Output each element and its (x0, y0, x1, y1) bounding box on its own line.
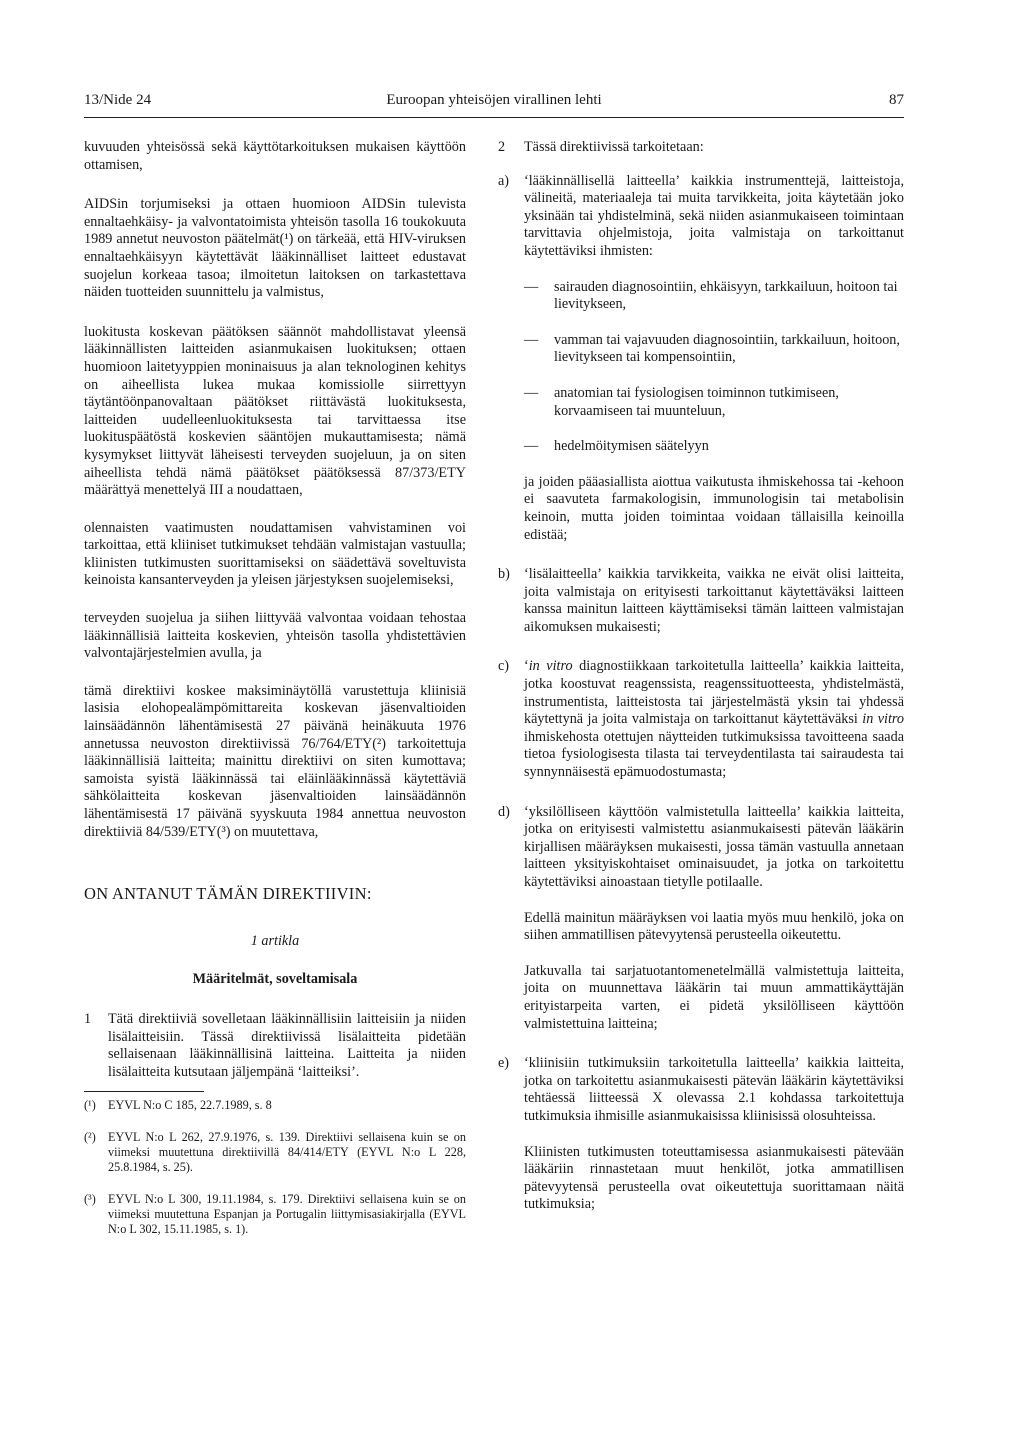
footnote (84, 1130, 466, 1175)
item-label: d) (498, 803, 510, 820)
item-label: c) (498, 658, 510, 675)
footnote (84, 1192, 466, 1237)
dash-item: — hedelmöitymisen säätelyyn (524, 438, 709, 455)
item-text: ‘lisälaitteella’ kaikkia tarvikkeita, vaikka ne eivät olisi laitteita, joita valmistaja on erityisesti tarkoittanut käytettäväksi laitteen kanssa mainitun laitteen käyttämiseksi tämän laitteen valmistajan aikomuksen mukaisesti; (524, 566, 904, 635)
article-number: 1 artikla (250, 932, 300, 949)
recital-paragraph: AIDSin torjumiseksi ja ottaen huomioon AIDSin tulevista ennaltaehkäisy- ja valvontatoimista yhteisön tasolla 16 toukokuuta 1989 annetut neuvoston päätelmät(¹) on tärkeää, että HIV-viruksen ennaltaehkäisyyn käytettävät lääkinnälliset laitteet edustavat suojelun korkeaa tasoa; ilmoitetun laitoksen on tarkastettava näiden tuotteiden suunnittelu ja valmistus, (84, 196, 466, 301)
footnote-text: EYVL N:o L 262, 27.9.1976, s. 139. Direktiivi sellaisena kuin se on viimeksi muutettuna direktiivillä 84/414/ETY (EYVL N:o L 228, 25.8.1984, s. 25). (108, 1130, 466, 1175)
dash-item: — sairauden diagnosointiin, ehkäisyyn, tarkkailuun, hoitoon tai lievitykseen, (524, 278, 898, 313)
italic-term: in vitro (528, 658, 573, 675)
journal-title: Euroopan yhteisöjen virallinen lehti (386, 92, 602, 108)
dash-text: hedelmöitymisen säätelyyn (554, 438, 709, 455)
definition-item-e (498, 1055, 904, 1214)
footnote-label: (³) (84, 1192, 96, 1207)
italic-term: in vitro (862, 711, 904, 728)
recital-paragraph: olennaisten vaatimusten noudattamisen vahvistaminen voi tarkoittaa, että kliiniset tutkimukset tehdään valmistajan vastuulla; kliinisten tutkimusten suorittamiseksi on säädettävä soveltuvista keinoista kansanterveyden ja yleisen järjestyksen suojelemiseksi, (84, 519, 466, 589)
item-text: ‘kliinisiin tutkimuksiin tarkoitetulla laitteella’ kaikkia laitteita, jotka on tarkoitettu asianmukaisesti pätevän lääkärin käytettäviksi tehtäessä liitteessä X olevassa 2.1 kohdassa tarkoitettuja tutkimuksia ihmisille asianmukaisissa kliinisissä olosuhteissa. (524, 1055, 904, 1124)
recital-paragraph: luokitusta koskevan päätöksen säännöt mahdollistavat yleensä lääkinnällisten laitteiden asianmukaisen luokituksen; ottaen huomioon laitetyyppien moninaisuus ja alan teknologinen kehitys on aiheellista lukea mukaa komissiolle siirrettyyn täytäntöönpanovaltaan päätökset riittävästä luokituksesta, laitteiden uudelleenluokituksesta tai tarvittaessa itse luokituspäätöstä koskevien sääntöjen mukauttamisesta; nämä kysymykset liittyvät läheisesti terveyden suojeluun, ja on siten aiheellista tehdä nämä päätökset päätöksessä 87/373/ETY määrättyä menettelyä III a noudattaen, (84, 323, 466, 499)
item-text: ‘lääkinnällisellä laitteella’ kaikkia instrumenttejä, laitteistoja, välineitä, materiaaleja tai muita tarvikkeita, joita käytetään joko yksinään tai yhdistelminä, sekä niiden asianmukaiseen toimintaan tarvittavia ohjelmistoja, joita valmistaja on tarkoittanut käytettäviksi ihmisten: (524, 172, 904, 259)
item-text-continued: ja joiden pääasiallista aiottua vaikutusta ihmiskehossa tai -kehoon ei saavuteta farmakologisin, immunologisin tai metabolisin keinoin, mutta joiden toimintaa voidaan tällaisilla keinoilla edistää; (524, 473, 904, 543)
item-label: e) (498, 1055, 510, 1072)
item-label: b) (498, 566, 510, 583)
dash-item: — anatomian tai fysiologisen toiminnon tutkimiseen, korvaamiseen tai muunteluun, (524, 384, 839, 419)
paragraph-number: 2 (498, 139, 506, 155)
footnote-text: EYVL N:o L 300, 19.11.1984, s. 179. Direktiivi sellaisena kuin se on viimeksi muutettuna Espanjan ja Portugalin liittymisasiakirjalla (EYVL N:o L 302, 15.11.1985, s. 1). (108, 1192, 466, 1237)
definition-item-d (498, 804, 904, 1034)
item-label: a) (498, 172, 510, 189)
item-subparagraph: Edellä mainitun määräyksen voi laatia myös muu henkilö, joka on siihen ammatillisen pätevyytensä perusteella oikeutettu. (524, 909, 904, 944)
footnote-rule (84, 1091, 204, 1092)
footnote-label: (¹) (84, 1098, 96, 1113)
header-rule (84, 117, 904, 118)
article-paragraph-2 (498, 139, 904, 157)
recital-paragraph: kuvuuden yhteisössä sekä käyttötarkoituksen mukaisen käyttöön ottamisen, (84, 139, 466, 173)
page-header (84, 92, 904, 114)
item-subparagraph: Jatkuvalla tai sarjatuotantomenetelmällä valmistettuja laitteita, joita on muunnettava lääkärin tai muun ammattikäyttäjän erityistarpeita varten, ei pidetä yksilölliseen käyttöön valmistettuina laitteina; (524, 962, 904, 1032)
dash-item: — vamman tai vajavuuden diagnosointiin, tarkkailuun, hoitoon, lievitykseen tai kompensointiin, (524, 331, 900, 366)
left-column (84, 139, 466, 1254)
footnote-text: EYVL N:o C 185, 22.7.1989, s. 8 (108, 1098, 272, 1113)
enacting-heading: ON ANTANUT TÄMÄN DIREKTIIVIN: (84, 884, 372, 904)
paragraph-text: Tätä direktiiviä sovelletaan lääkinnällisiin laitteisiin ja niiden lisälaitteisiin. Tässä direktiivissä lisälaitteita pidetään sellaisenaan lääkinnällisinä laitteina. Laitteita ja niiden lisälaitteita kutsutaan jäljempänä ‘laitteiksi’. (108, 1010, 466, 1080)
dash-text: anatomian tai fysiologisen toiminnon tutkimiseen, korvaamiseen tai muunteluun, (554, 384, 839, 419)
volume-label: 13/Nide 24 (84, 92, 152, 108)
paragraph-number: 1 (84, 1010, 92, 1027)
definition-item-c (498, 658, 904, 781)
article-title: Määritelmät, soveltamisala (192, 971, 358, 988)
dash-text: sairauden diagnosointiin, ehkäisyyn, tarkkailuun, hoitoon tai lievitykseen, (554, 278, 898, 313)
item-subparagraph: Kliinisten tutkimusten toteuttamisessa asianmukaisesti pätevään lääkäriin rinnastetaan muut henkilöt, jotka ammatillisen pätevyytensä perusteella ovat oikeutettuja suorittamaan näitä tutkimuksia; (524, 1143, 904, 1213)
definition-item-a (498, 173, 904, 545)
item-text: ‘yksilölliseen käyttöön valmistetulla laitteella’ kaikkia laitteita, jotka on erityisesti valmistettu asianmukaisesti pätevän lääkärin kirjallisen määräyksen mukaisesti, jossa tämän vastuulla annetaan laitteen yksityiskohtaiset ominaisuudet, ja jotka on tarkoitettu käytettäviksi ainoastaan tietylle potilaalle. (524, 803, 904, 890)
right-column (498, 139, 904, 1230)
page-number: 87 (889, 92, 904, 108)
recital-paragraph: terveyden suojelua ja siihen liittyvää valvontaa voidaan tehostaa lääkinnällisiä laitteita koskevien, yhteisön tasolla yhdistettävien valvontajärjestelmien avulla, ja (84, 610, 466, 662)
footnote-label: (²) (84, 1130, 96, 1145)
footnote (84, 1098, 466, 1113)
definition-item-b (498, 566, 904, 636)
item-text: ‘in vitro diagnostiikkaan tarkoitetulla laitteella’ kaikkia laitteita, jotka koostuvat reagenssista, reagenssituotteesta, yhdistelmästä, instrumentista, laitteistosta tai järjestelmästä yksin tai yhdessä käytettynä ja joita valmistaja on tarkoittanut käytettäväksi in vitro ihmiskehosta otettujen näytteiden tutkimuksissa tavoitteena saada tietoa fysiologisesta tilasta tai terveydentilasta tai sairaudesta tai synnynnäisestä epämuodostumasta; (524, 658, 904, 781)
paragraph-text: Tässä direktiivissä tarkoitetaan: (524, 139, 704, 155)
recital-paragraph: tämä direktiivi koskee maksiminäytöllä varustettuja kliinisiä lasisia elohopealämpömittareita koskevan jäsenvaltioiden lainsäädännön lähentämisestä 27 päivänä heinäkuuta 1976 annetussa neuvoston direktiivissä 76/764/ETY(²) tarkoitettuja lääkinnällisiä laitteita; mainittu direktiivi on siten kumottava; samoista syistä lääkinnässä tai eläinlääkinnässä käytettäviä sähkölaitteita koskevan jäsenvaltioiden lainsäädännön lähentämisestä 17 päivänä syyskuuta 1984 annettua neuvoston direktiiviä 84/539/ETY(³) on muutettava, (84, 682, 466, 840)
dash-text: vamman tai vajavuuden diagnosointiin, tarkkailuun, hoitoon, lievitykseen tai kompensointiin, (554, 331, 900, 366)
article-paragraph-1 (84, 1011, 466, 1081)
